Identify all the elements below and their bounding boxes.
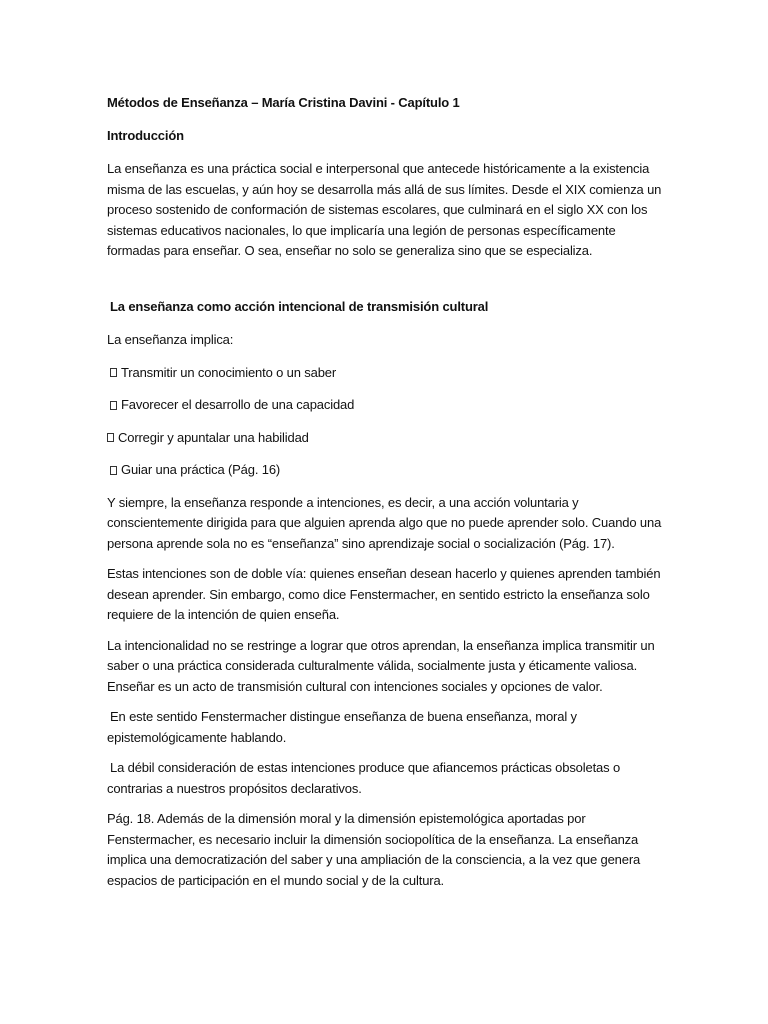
bullet-text: Favorecer el desarrollo de una capacidad: [121, 397, 355, 412]
bullet-item: [107, 395, 667, 416]
bullet-item: [107, 460, 667, 481]
bullet-box-icon: [110, 368, 117, 377]
paragraph-line: La débil consideración de estas intenciones produce que afiancemos prácticas obsoletas o: [110, 760, 621, 775]
intro-line: La enseñanza es una práctica social e interpersonal que antecede históricamente a la existencia: [107, 161, 650, 176]
bullet-text: Corregir y apuntalar una habilidad: [118, 429, 309, 445]
bullet-box-icon: [107, 433, 114, 442]
document-title: Métodos de Enseñanza – María Cristina Davini - Capítulo 1: [107, 95, 460, 110]
paragraph-line: espacios de participación en el mundo social y de la cultura.: [107, 872, 444, 888]
paragraph-line: Enseñar es un acto de transmisión cultural con intenciones sociales y opciones de valor.: [107, 678, 603, 694]
paragraph-line: Y siempre, la enseñanza responde a intenciones, es decir, a una acción voluntaria y: [107, 494, 579, 510]
paragraph-line: epistemológicamente hablando.: [107, 729, 287, 745]
implies-label: La enseñanza implica:: [107, 332, 234, 347]
bullet-text: Guiar una práctica (Pág. 16): [121, 462, 281, 477]
bullet-box-icon: [110, 466, 117, 475]
intro-line: proceso sostenido de conformación de sistemas escolares, que culminará en el siglo XX con los: [107, 202, 648, 217]
paragraph: [107, 809, 667, 891]
bullet-item: [107, 428, 667, 449]
paragraph: [107, 758, 667, 799]
paragraph: [107, 564, 667, 626]
intro-line: sistemas educativos nacionales, lo que implicaría una legión de personas específicamente: [107, 222, 616, 238]
bullet-box-icon: [110, 401, 117, 410]
paragraph-line: implica una democratización del saber y una ampliación de la consciencia, a la vez que genera: [107, 852, 641, 867]
paragraph: [107, 707, 667, 748]
intro-line: formadas para enseñar. O sea, enseñar no solo se generaliza sino que se especializa.: [107, 243, 593, 258]
paragraph-line: Pág. 18. Además de la dimensión moral y la dimensión epistemológica aportadas por: [107, 811, 586, 826]
section-heading: La enseñanza como acción intencional de transmisión cultural: [110, 298, 489, 314]
paragraph-line: Estas intenciones son de doble vía: quienes enseñan desean hacerlo y quienes aprenden también: [107, 566, 661, 581]
paragraph-line: saber o una práctica considerada culturalmente válida, socialmente justa y éticamente valiosa.: [107, 658, 638, 673]
intro-heading: Introducción: [107, 127, 184, 143]
intro-line: misma de las escuelas, y aún hoy se desarrolla más allá de sus límites. Desde el XIX comienza un: [107, 181, 662, 197]
paragraph: [107, 636, 667, 698]
paragraph-line: En este sentido Fenstermacher distingue enseñanza de buena enseñanza, moral y: [110, 709, 577, 724]
bullet-item: [107, 363, 667, 384]
paragraph-line: persona aprende sola no es “enseñanza” sino aprendizaje social o socialización (Pág. 17).: [107, 535, 615, 551]
paragraph-line: La intencionalidad no se restringe a lograr que otros aprendan, la enseñanza implica transmitir un: [107, 637, 655, 653]
bullet-text: Transmitir un conocimiento o un saber: [121, 364, 337, 380]
intro-paragraph: [107, 159, 667, 262]
paragraph-line: contrarias a nuestros propósitos declarativos.: [107, 780, 362, 796]
paragraph-line: Fenstermacher, es necesario incluir la dimensión sociopolítica de la enseñanza. La enseñanza: [107, 831, 639, 847]
paragraph-line: conscientemente dirigida para que alguien aprenda algo que no puede aprender solo. Cuando una: [107, 515, 662, 530]
document-page: [107, 93, 667, 901]
paragraph-line: desean aprender. Sin embargo, como dice Fenstermacher, en sentido estricto la enseñanza solo: [107, 586, 650, 602]
paragraph-line: requiere de la intención de quien enseña.: [107, 607, 340, 622]
paragraph: [107, 493, 667, 555]
